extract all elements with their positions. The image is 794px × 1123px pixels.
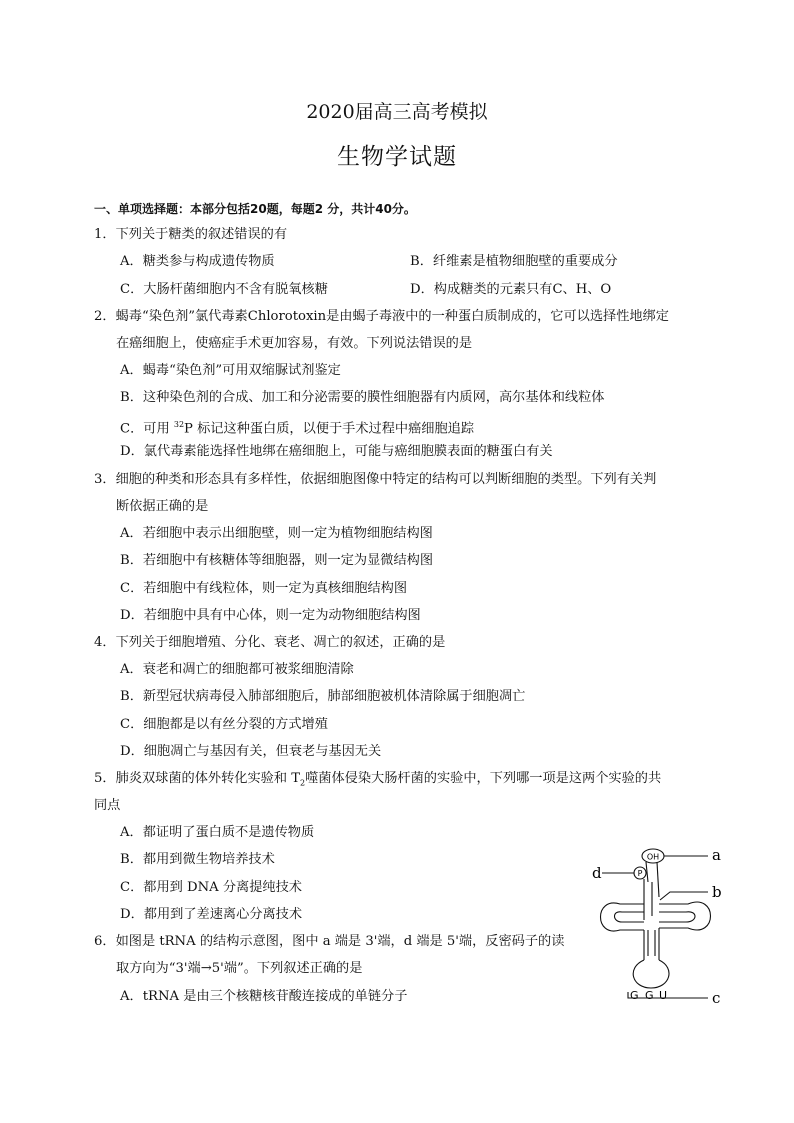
question-3-stem: 3．细胞的种类和形态具有多样性，依据细胞图像中特定的结构可以判断细胞的类型。下列有关判 bbox=[94, 472, 657, 487]
section-heading: 一、单项选择题：本部分包括20题，每题2 分，共计40分。 bbox=[94, 202, 416, 216]
exam-subtitle: 生物学试题 bbox=[337, 144, 457, 170]
question-5-stem: 5．肺炎双球菌的体外转化实验和 $T_2$噬菌体侵染大肠杆菌的实验中，下列哪一项是这两个实验的共 bbox=[94, 771, 662, 788]
question-4-option-d: D．细胞凋亡与基因有关，但衰老与基因无关 bbox=[120, 744, 382, 759]
label-c: c bbox=[712, 989, 721, 1007]
question-2-stem: 2．蝎毒“染色剂”氯代毒素Chlorotoxin是由蝎子毒液中的一种蛋白质制成的，它可以选择性地绑定 bbox=[94, 309, 669, 324]
question-3-option-c: C．若细胞中有线粒体，则一定为真核细胞结构图 bbox=[120, 581, 408, 596]
question-6-stem-cont: 取方向为“3'端→5'端”。下列叙述正确的是 bbox=[116, 961, 363, 976]
label-d: d bbox=[592, 864, 602, 882]
trna-diagram bbox=[590, 842, 730, 1012]
question-2-option-a: A．蝎毒“染色剂”可用双缩脲试剂鉴定 bbox=[120, 363, 341, 378]
exam-title: 2020届高三高考模拟 bbox=[306, 101, 488, 123]
question-3-option-d: D．若细胞中具有中心体，则一定为动物细胞结构图 bbox=[120, 608, 421, 623]
question-2-option-c: C．可用 $^{32}$P 标记这种蛋白质，以便于手术过程中癌细胞追踪 bbox=[120, 420, 475, 437]
label-c-line bbox=[628, 992, 708, 998]
question-2-stem-cont: 在癌细胞上，使癌症手术更加容易，有效。下列说法错误的是 bbox=[116, 336, 473, 351]
anticodon-base-1: G bbox=[630, 989, 639, 1002]
question-5-option-d: D．都用到了差速离心分离技术 bbox=[120, 907, 303, 922]
question-4-option-c: C．细胞都是以有丝分裂的方式增殖 bbox=[120, 717, 328, 732]
question-1-option-b: B．纤维素是植物细胞壁的重要成分 bbox=[410, 254, 618, 269]
question-5-stem-cont: 同点 bbox=[94, 798, 121, 813]
question-2-option-b: B．这种染色剂的合成、加工和分泌需要的膜性细胞器有内质网，高尔基体和线粒体 bbox=[120, 390, 605, 405]
question-5-option-b: B．都用到微生物培养技术 bbox=[120, 852, 275, 867]
question-4-option-b: B．新型冠状病毒侵入肺部细胞后，肺部细胞被机体清除属于细胞凋亡 bbox=[120, 689, 526, 704]
oh-label: OH bbox=[646, 852, 660, 862]
question-4-option-a: A．衰老和凋亡的细胞都可被浆细胞清除 bbox=[120, 662, 354, 677]
question-1-stem: 1．下列关于糖类的叙述错误的有 bbox=[94, 227, 288, 242]
label-a: a bbox=[712, 846, 721, 864]
question-1-option-c: C．大肠杆菌细胞内不含有脱氧核糖 bbox=[120, 282, 328, 297]
anticodon-base-3: U bbox=[659, 989, 668, 1002]
anticodon-base-2: G bbox=[645, 989, 654, 1002]
question-1-option-a: A．糖类参与构成遗传物质 bbox=[120, 254, 275, 269]
question-4-stem: 4．下列关于细胞增殖、分化、衰老、凋亡的叙述，正确的是 bbox=[94, 635, 446, 650]
p-label: P bbox=[637, 869, 643, 878]
question-6-stem: 6．如图是 tRNA 的结构示意图，图中 a 端是 3'端，d 端是 5'端，反密码子的读 bbox=[94, 934, 565, 949]
question-3-stem-cont: 断依据正确的是 bbox=[116, 499, 209, 514]
question-2-option-d: D．氯代毒素能选择性地绑在癌细胞上，可能与癌细胞膜表面的糖蛋白有关 bbox=[120, 444, 553, 459]
question-6-option-a: A．tRNA 是由三个核糖核苷酸连接成的单链分子 bbox=[120, 989, 408, 1004]
label-b-line bbox=[660, 892, 708, 900]
question-5-option-a: A．都证明了蛋白质不是遗传物质 bbox=[120, 825, 315, 840]
question-1-option-d: D．构成糖类的元素只有C、H、O bbox=[410, 282, 612, 297]
question-3-option-b: B．若细胞中有核糖体等细胞器，则一定为显微结构图 bbox=[120, 553, 434, 568]
label-b: b bbox=[712, 883, 722, 901]
question-5-option-c: C．都用到 DNA 分离提纯技术 bbox=[120, 880, 302, 895]
question-3-option-a: A．若细胞中表示出细胞壁，则一定为植物细胞结构图 bbox=[120, 526, 433, 541]
